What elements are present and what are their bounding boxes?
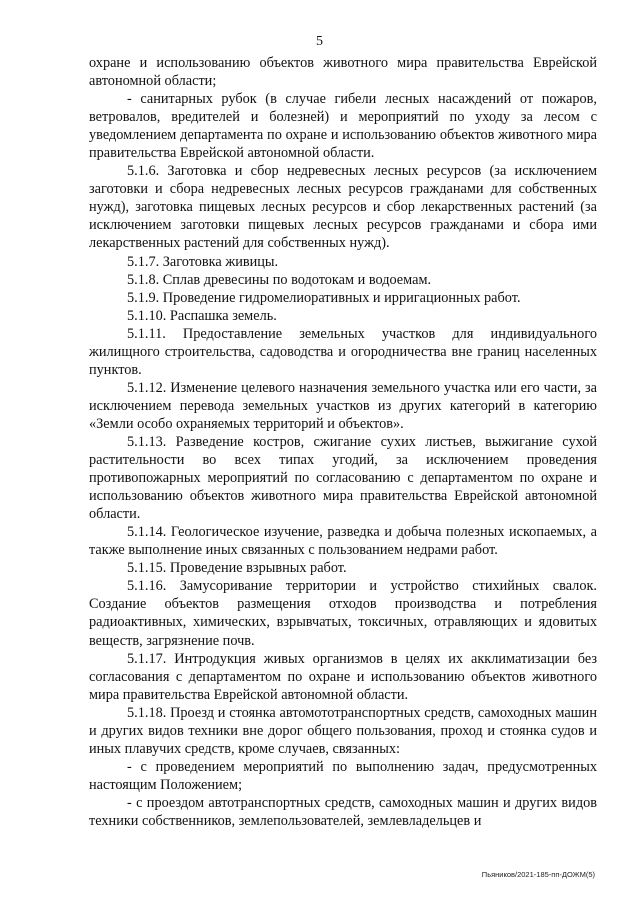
document-body bbox=[89, 54, 597, 830]
paragraph: 5.1.16. Замусоривание территории и устройство стихийных свалок. Создание объектов размещения отходов производства и потребления радиоактивных, химических, взрывчатых, токсичных, отравляющих и ядовитых веществ, загрязнение почв. bbox=[89, 578, 597, 649]
paragraph: 5.1.10. Распашка земель. bbox=[127, 307, 277, 324]
document-code-footer: Пьяников/2021-185-пп-ДОЖМ(5) bbox=[481, 870, 595, 879]
paragraph: - санитарных рубок (в случае гибели лесных насаждений от пожаров, ветровалов, вредителей и болезней) и мероприятий по уходу за лесом с уведомлением департамента по охране и использованию объектов животного мира правительства Еврейской автономной области. bbox=[89, 91, 597, 162]
paragraph: 5.1.18. Проезд и стоянка автомототранспортных средств, самоходных машин и других видов техники вне дорог общего пользования, проход и стоянка судов и иных плавучих средств, кроме случаев, связанных: bbox=[89, 704, 597, 757]
page-number: 5 bbox=[316, 34, 323, 49]
paragraph: 5.1.15. Проведение взрывных работ. bbox=[127, 560, 347, 577]
paragraph: 5.1.8. Сплав древесины по водотокам и водоемам. bbox=[127, 271, 432, 288]
paragraph: 5.1.9. Проведение гидромелиоративных и ирригационных работ. bbox=[127, 289, 521, 306]
paragraph: 5.1.17. Интродукция живых организмов в целях их акклиматизации без согласования с департаментом по охране и использованию объектов животного мира правительства Еврейской автономной области. bbox=[89, 650, 597, 703]
paragraph: 5.1.7. Заготовка живицы. bbox=[127, 253, 279, 270]
paragraph: охране и использованию объектов животного мира правительства Еврейской автономной области; bbox=[89, 55, 597, 90]
paragraph: 5.1.13. Разведение костров, сжигание сухих листьев, выжигание сухой растительности во всех типах угодий, за исключением проведения противопожарных мероприятий по согласованию с департаментом по охране и использованию объектов животного мира правительства Еврейской автономной области. bbox=[89, 433, 597, 523]
paragraph: 5.1.11. Предоставление земельных участков для индивидуального жилищного строительства, садоводства и огородничества вне границ населенных пунктов. bbox=[89, 325, 597, 378]
paragraph: 5.1.6. Заготовка и сбор недревесных лесных ресурсов (за исключением заготовки и сбора недревесных лесных ресурсов гражданами для собственных нужд), заготовка пищевых лесных ресурсов и сбор лекарственных растений (за исключением заготовки пищевых лесных ресурсов гражданами и сбора ими лекарственных растений для собственных нужд). bbox=[89, 163, 597, 252]
paragraph: 5.1.12. Изменение целевого назначения земельного участка или его части, за исключением перевода земельных участков из других категорий в категорию «Земли особо охраняемых территорий и объектов». bbox=[89, 379, 597, 432]
paragraph: - с проведением мероприятий по выполнению задач, предусмотренных настоящим Положением; bbox=[89, 758, 597, 793]
paragraph: - с проездом автотранспортных средств, самоходных машин и других видов техники собственников, землепользователей, землевладельцев и bbox=[89, 794, 597, 829]
paragraph: 5.1.14. Геологическое изучение, разведка и добыча полезных ископаемых, а также выполнение иных связанных с пользованием недрами работ. bbox=[89, 524, 597, 559]
